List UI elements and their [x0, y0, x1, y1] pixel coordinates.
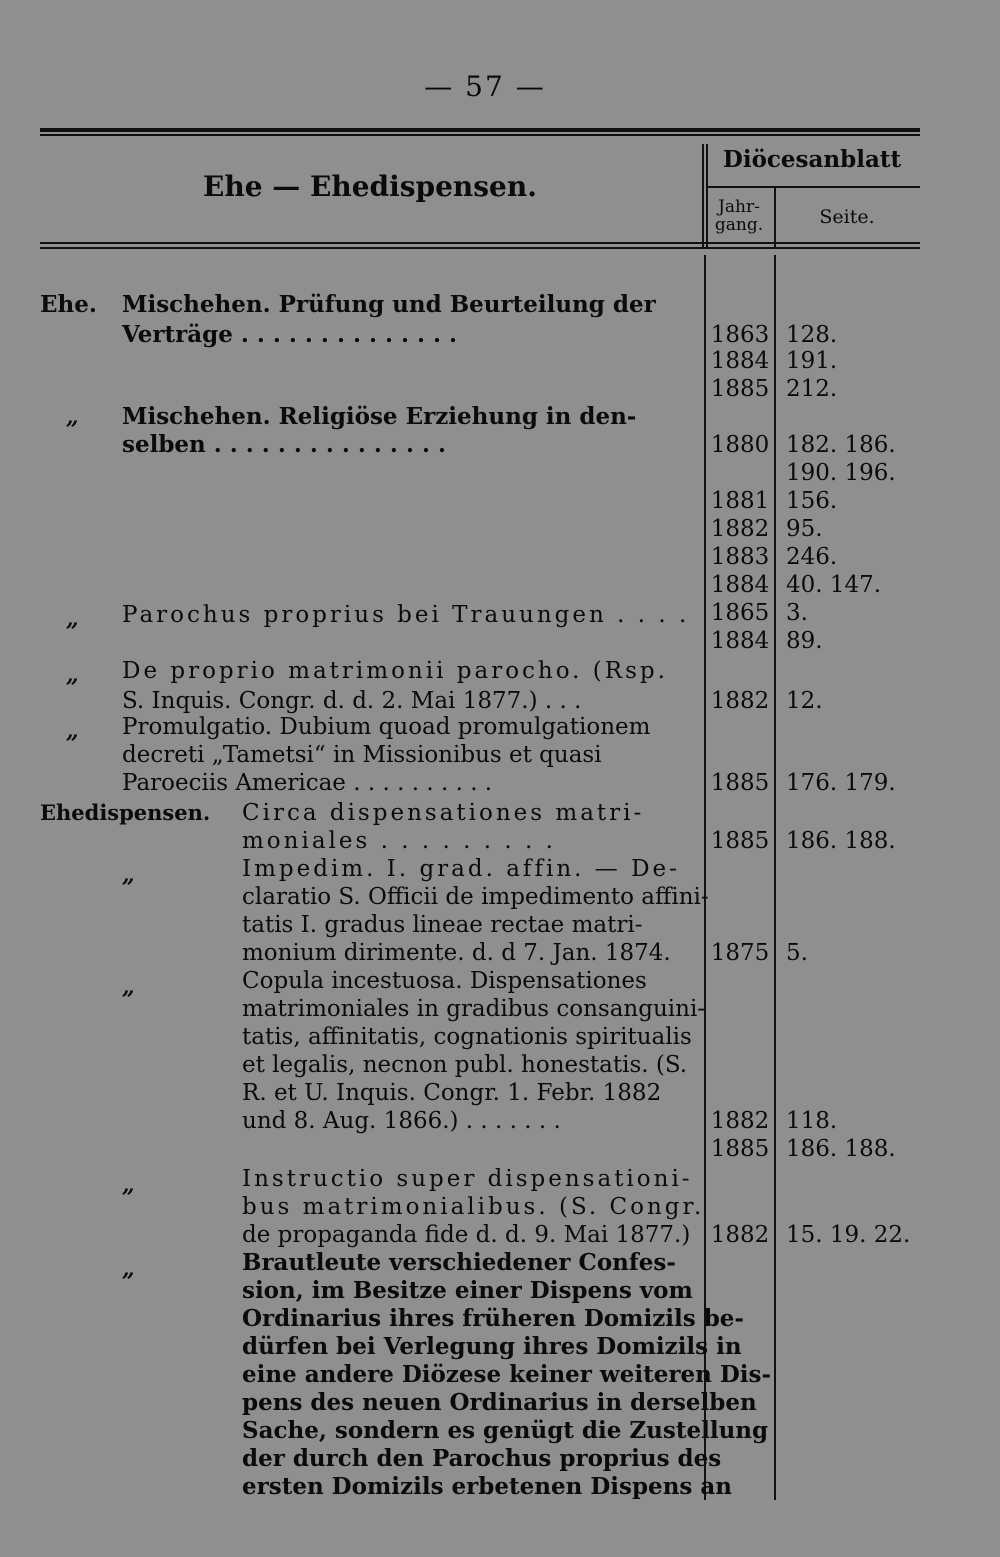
entry-line: Brautleute verschiedener Confes- — [242, 1249, 676, 1276]
header-bottom-rule — [40, 242, 920, 244]
entry-line: dürfen bei Verlegung ihres Domizils in — [242, 1333, 742, 1360]
entry-line: Sache, sondern es genügt die Zustellung — [242, 1417, 769, 1444]
body-col-line-2 — [774, 255, 776, 1500]
entry-line: Impedim. I. grad. affin. — De- — [242, 856, 680, 882]
entry-page: 182. 186. — [786, 432, 896, 458]
entry-line: Paroeciis Americae . . . . . . . . . . — [122, 770, 493, 796]
entry-line: et legalis, necnon publ. honestatis. (S. — [242, 1052, 688, 1078]
entry-line: monium dirimente. d. d 7. Jan. 1874. — [242, 940, 671, 966]
entry-line: matrimoniales in gradibus consanguini- — [242, 996, 706, 1022]
entry-year: 1875 — [710, 940, 770, 966]
entry-page: 212. — [786, 376, 838, 402]
entry-year: 1884 — [710, 348, 770, 374]
entry-year: 1884 — [710, 628, 770, 654]
entry-year: 1885 — [710, 1136, 770, 1162]
entry-page: 246. — [786, 544, 838, 570]
entry-line: Ordinarius ihres früheren Domizils be- — [242, 1305, 744, 1332]
entry-page: 118. — [786, 1108, 838, 1134]
header-title: Ehe — Ehedispensen. — [203, 170, 537, 203]
entry-year: 1881 — [710, 488, 770, 514]
entry-line: de propaganda fide d. d. 9. Mai 1877.) — [242, 1222, 691, 1248]
entry-line: claratio S. Officii de impedimento affini- — [242, 884, 709, 910]
entry-page: 191. — [786, 348, 838, 374]
entry-line: ersten Domizils erbetenen Dispens an — [242, 1473, 732, 1500]
entry-page: 186. 188. — [786, 1136, 896, 1162]
entry-line: Circa dispensationes matri- — [242, 800, 645, 826]
entry-year: 1885 — [710, 770, 770, 796]
entry-page: 40. 147. — [786, 572, 882, 598]
entry-year: 1885 — [710, 376, 770, 402]
header-page-column: Seite. — [819, 206, 875, 228]
entry-page: 15. 19. 22. — [786, 1222, 911, 1248]
header-dioezesanblatt: Diöcesanblatt — [722, 146, 902, 173]
entry-page: 95. — [786, 516, 823, 542]
header-year-column: Jahr-gang. — [714, 197, 764, 235]
dioc-underline — [706, 186, 920, 188]
ditto-mark: „ — [66, 606, 79, 632]
entry-page: 156. — [786, 488, 838, 514]
entry-year: 1882 — [710, 688, 770, 714]
entry-line: R. et U. Inquis. Congr. 1. Febr. 1882 — [242, 1080, 662, 1106]
entry-year: 1882 — [710, 1222, 770, 1248]
entry-year: 1882 — [710, 516, 770, 542]
entry-line: bus matrimonialibus. (S. Congr. — [242, 1194, 705, 1220]
entry-line: tatis I. gradus lineae rectae matri- — [242, 912, 643, 938]
entry-page: 5. — [786, 940, 808, 966]
entry-page: 186. 188. — [786, 828, 896, 854]
ditto-mark: „ — [66, 404, 79, 430]
ditto-mark: „ — [122, 1256, 135, 1282]
entry-line: Promulgatio. Dubium quoad promulgationem — [122, 714, 651, 740]
header-top-rule — [40, 128, 920, 132]
entry-keyword: Ehe. — [40, 291, 97, 318]
entry-line: selben . . . . . . . . . . . . . . . — [122, 431, 446, 458]
entry-line: tatis, affinitatis, cognationis spiritualis — [242, 1024, 692, 1050]
header-top-rule-thin — [40, 134, 920, 136]
ditto-mark: „ — [122, 862, 135, 888]
entry-line: Copula incestuosa. Dispensationes — [242, 968, 647, 994]
ditto-mark: „ — [122, 974, 135, 1000]
entry-page: 190. 196. — [786, 460, 896, 486]
entry-line: sion, im Besitze einer Dispens vom — [242, 1277, 693, 1304]
entry-year: 1885 — [710, 828, 770, 854]
entry-year: 1884 — [710, 572, 770, 598]
entry-line: moniales . . . . . . . . . — [242, 828, 556, 854]
entry-line: pens des neuen Ordinarius in derselben — [242, 1389, 757, 1416]
entry-line: der durch den Parochus proprius des — [242, 1445, 722, 1472]
entry-year: 1880 — [710, 432, 770, 458]
entry-page: 176. 179. — [786, 770, 896, 796]
header-bottom-rule-2 — [40, 247, 920, 249]
entry-line: Verträge . . . . . . . . . . . . . . — [122, 321, 458, 348]
entry-page: 3. — [786, 600, 808, 626]
entry-line: eine andere Diözese keiner weiteren Dis- — [242, 1361, 772, 1388]
entry-year: 1863 — [710, 322, 770, 348]
entry-page: 128. — [786, 322, 838, 348]
entry-line: De proprio matrimonii parocho. (Rsp. — [122, 658, 668, 684]
entry-line: und 8. Aug. 1866.) . . . . . . . — [242, 1108, 561, 1134]
entry-line: Instructio super dispensationi- — [242, 1166, 693, 1192]
entry-line: S. Inquis. Congr. d. d. 2. Mai 1877.) . . . — [122, 688, 582, 714]
entry-year: 1883 — [710, 544, 770, 570]
ditto-mark: „ — [66, 718, 79, 744]
entry-line: decreti „Tametsi“ in Missionibus et quasi — [122, 742, 602, 768]
entry-line: Mischehen. Prüfung und Beurteilung der — [122, 291, 656, 318]
entry-keyword: Ehedispensen. — [40, 800, 211, 825]
entry-line: Parochus proprius bei Trauungen . . . . — [122, 602, 690, 628]
entry-line: Mischehen. Religiöse Erziehung in den- — [122, 403, 637, 430]
ditto-mark: „ — [122, 1172, 135, 1198]
ditto-mark: „ — [66, 662, 79, 688]
entry-page: 12. — [786, 688, 823, 714]
page-number: — 57 — — [424, 70, 546, 103]
entry-page: 89. — [786, 628, 823, 654]
entry-year: 1865 — [710, 600, 770, 626]
entry-year: 1882 — [710, 1108, 770, 1134]
